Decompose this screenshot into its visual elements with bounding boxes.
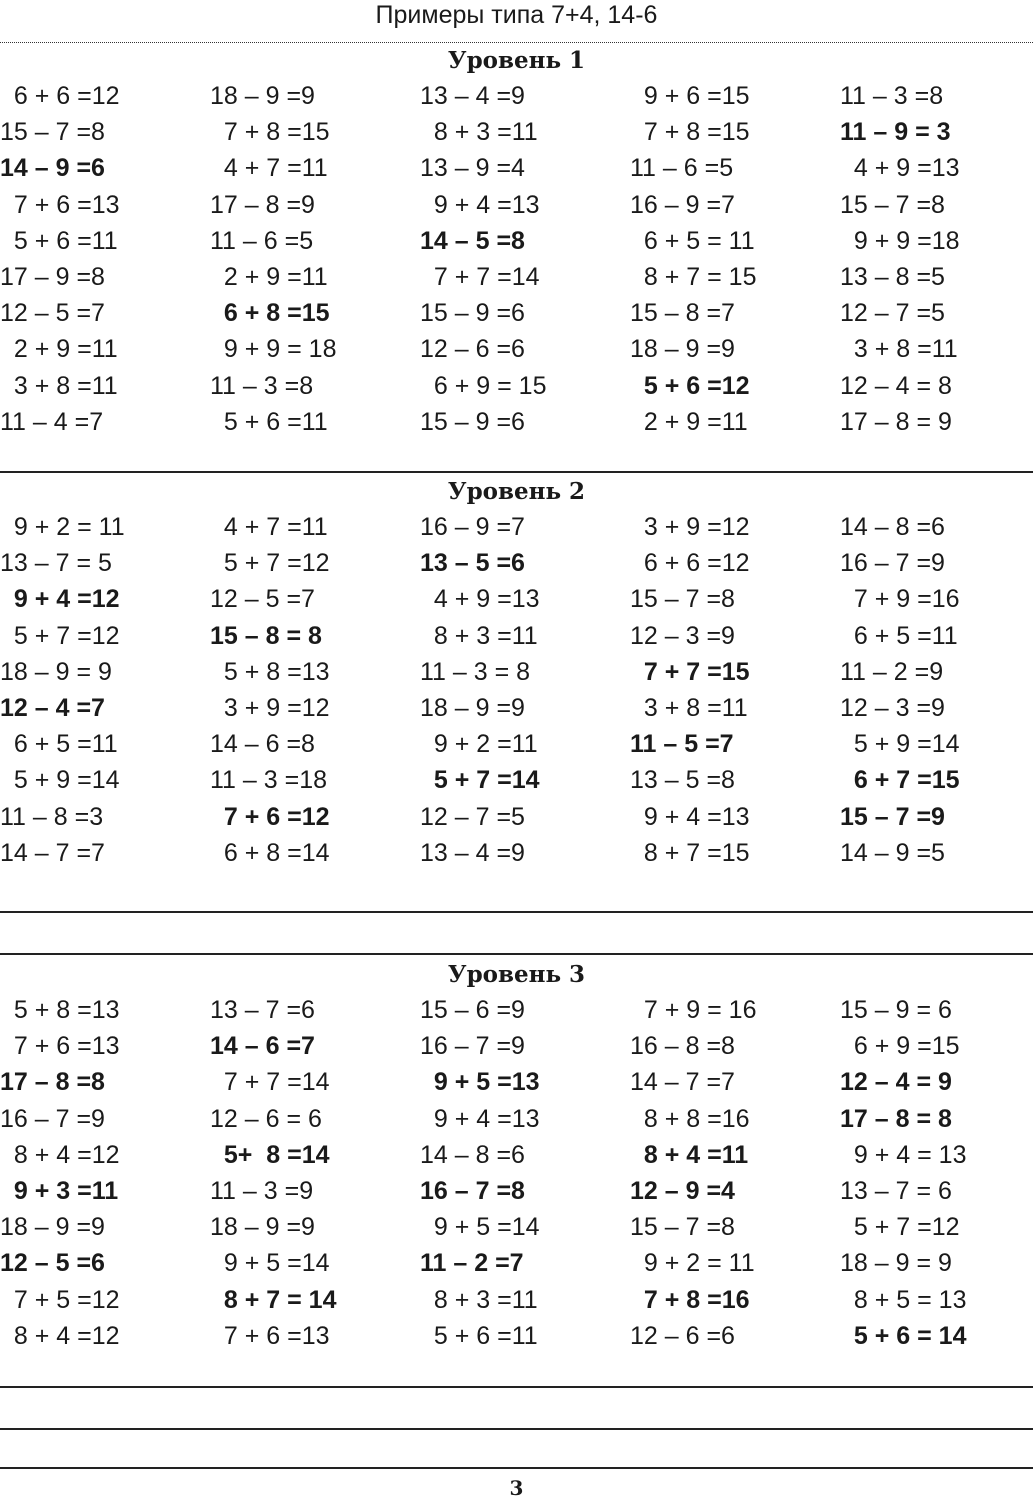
exercise-item: 7 + 6 =13 xyxy=(210,1321,330,1350)
exercise-item: 11 – 6 =5 xyxy=(630,154,734,183)
exercise-item: 18 – 9 =9 xyxy=(420,693,525,722)
exercise-item: 6 + 5 = 11 xyxy=(630,226,755,255)
exercise-item: 14 – 8 =6 xyxy=(840,513,945,541)
exercise-item: 14 – 7 =7 xyxy=(0,838,105,867)
level-title: Уровень 1 xyxy=(447,47,586,74)
exercise-item: 7 + 5 =12 xyxy=(0,1285,120,1314)
exercise-item: 3 + 8 =11 xyxy=(630,693,748,722)
exercise-item: 6 + 9 =15 xyxy=(840,1032,960,1061)
exercise-item: 11 – 3 =9 xyxy=(210,1176,314,1205)
exercise-item: 12 – 4 = 9 xyxy=(840,1068,952,1097)
exercise-item: 16 – 7 =8 xyxy=(420,1176,525,1205)
exercise-item: 15 – 9 =6 xyxy=(420,299,525,328)
exercise-item: 5 + 9 =14 xyxy=(840,730,960,759)
exercise-item: 7 + 6 =13 xyxy=(0,1032,120,1061)
exercise-item: 14 – 9 =6 xyxy=(0,154,105,183)
exercise-item: 12 – 3 =9 xyxy=(840,693,945,722)
exercise-item: 15 – 7 =8 xyxy=(630,585,735,614)
exercise-item: 5 + 6 = 14 xyxy=(840,1321,967,1350)
exercise-item: 16 – 7 =9 xyxy=(420,1032,525,1061)
exercise-item: 11 – 8 =3 xyxy=(0,802,104,831)
exercise-item: 8 + 4 =12 xyxy=(0,1321,120,1350)
exercise-item: 9 + 2 =11 xyxy=(420,730,538,759)
exercise-item: 12 – 6 = 6 xyxy=(210,1104,322,1133)
exercise-item: 3 + 9 =12 xyxy=(630,513,750,541)
exercise-item: 9 + 9 =18 xyxy=(840,226,960,255)
exercise-item: 16 – 7 =9 xyxy=(0,1104,105,1133)
exercise-item: 15 – 9 =6 xyxy=(420,407,525,436)
exercise-item: 2 + 9 =11 xyxy=(0,335,118,364)
exercise-item: 17 – 8 = 8 xyxy=(840,1104,952,1133)
exercise-item: 13 – 4 =9 xyxy=(420,82,525,110)
exercise-item: 5 + 9 =14 xyxy=(0,766,120,795)
exercise-item: 5 + 6 =12 xyxy=(630,371,750,400)
exercise-item: 11 – 2 =9 xyxy=(840,657,944,686)
exercise-item: 16 – 8 =8 xyxy=(630,1032,735,1061)
level-3-grid xyxy=(0,992,1033,1354)
exercise-item: 9 + 9 = 18 xyxy=(210,335,337,364)
level-1-grid xyxy=(0,78,1033,440)
exercise-item: 18 – 9 =9 xyxy=(210,82,315,110)
exercise-item: 7 + 6 =12 xyxy=(210,802,330,831)
exercise-item: 5 + 7 =14 xyxy=(420,766,540,795)
page-number: 3 xyxy=(509,1476,524,1500)
exercise-item: 6 + 8 =15 xyxy=(210,299,330,328)
exercise-item: 16 – 9 =7 xyxy=(420,513,525,541)
exercise-item: 14 – 6 =7 xyxy=(210,1032,315,1061)
exercise-item: 14 – 9 =5 xyxy=(840,838,945,867)
exercise-item: 8 + 8 =16 xyxy=(630,1104,750,1133)
exercise-item: 7 + 6 =13 xyxy=(0,190,120,219)
exercise-item: 17 – 8 =9 xyxy=(210,190,315,219)
exercise-item: 12 – 3 =9 xyxy=(630,621,735,650)
exercise-item: 7 + 7 =14 xyxy=(420,262,540,291)
exercise-item: 14 – 6 =8 xyxy=(210,730,315,759)
exercise-item: 7 + 7 =14 xyxy=(210,1068,330,1097)
footer-line xyxy=(0,1467,1033,1469)
level-3-section xyxy=(0,958,1033,1354)
exercise-item: 8 + 7 =15 xyxy=(630,838,750,867)
exercise-item: 4 + 7 =11 xyxy=(210,513,328,541)
exercise-item: 8 + 5 = 13 xyxy=(840,1285,967,1314)
exercise-item: 6 + 5 =11 xyxy=(0,730,118,759)
exercise-item: 11 – 9 = 3 xyxy=(840,118,951,147)
level-2-grid xyxy=(0,509,1033,871)
exercise-item: 7 + 8 =15 xyxy=(630,118,750,147)
exercise-item: 6 + 6 =12 xyxy=(630,549,750,578)
exercise-item: 6 + 7 =15 xyxy=(840,766,960,795)
exercise-item: 15 – 7 =8 xyxy=(0,118,105,147)
exercise-item: 5+ 8 =14 xyxy=(210,1140,330,1169)
exercise-item: 8 + 3 =11 xyxy=(420,118,538,147)
exercise-item: 5 + 6 =11 xyxy=(420,1321,538,1350)
exercise-item: 3 + 9 =12 xyxy=(210,693,330,722)
exercise-item: 15 – 6 =9 xyxy=(420,996,525,1024)
exercise-item: 16 – 9 =7 xyxy=(630,190,735,219)
exercise-item: 11 – 4 =7 xyxy=(0,407,104,436)
exercise-item: 12 – 4 =7 xyxy=(0,693,105,722)
exercise-item: 13 – 5 =8 xyxy=(630,766,735,795)
exercise-item: 11 – 3 =18 xyxy=(210,766,328,795)
exercise-item: 8 + 3 =11 xyxy=(420,621,538,650)
exercise-item: 13 – 5 =6 xyxy=(420,549,525,578)
exercise-item: 9 + 4 =13 xyxy=(420,190,540,219)
divider-line xyxy=(0,953,1033,955)
exercise-item: 15 – 7 =8 xyxy=(630,1213,735,1242)
exercise-item: 9 + 2 = 11 xyxy=(0,513,125,541)
exercise-item: 9 + 4 =12 xyxy=(0,585,120,614)
exercise-item: 9 + 4 =13 xyxy=(420,1104,540,1133)
exercise-item: 9 + 6 =15 xyxy=(630,82,750,110)
exercise-item: 3 + 8 =11 xyxy=(0,371,118,400)
exercise-item: 11 – 6 =5 xyxy=(210,226,314,255)
exercise-item: 12 – 9 =4 xyxy=(630,1176,735,1205)
level-2-section xyxy=(0,475,1033,871)
exercise-item: 16 – 7 =9 xyxy=(840,549,945,578)
level-title: Уровень 3 xyxy=(447,961,586,988)
exercise-item: 12 – 5 =7 xyxy=(210,585,315,614)
exercise-item: 17 – 8 = 9 xyxy=(840,407,952,436)
exercise-item: 7 + 7 =15 xyxy=(630,657,750,686)
exercise-item: 7 + 9 =16 xyxy=(840,585,960,614)
exercise-item: 7 + 8 =15 xyxy=(210,118,330,147)
exercise-item: 9 + 2 = 11 xyxy=(630,1249,755,1278)
exercise-item: 11 – 3 =8 xyxy=(840,82,944,110)
exercise-item: 5 + 8 =13 xyxy=(0,996,120,1024)
exercise-item: 4 + 9 =13 xyxy=(840,154,960,183)
exercise-item: 15 – 7 =8 xyxy=(840,190,945,219)
exercise-item: 9 + 5 =14 xyxy=(420,1213,540,1242)
exercise-item: 8 + 4 =11 xyxy=(630,1140,749,1169)
exercise-item: 4 + 9 =13 xyxy=(420,585,540,614)
exercise-item: 15 – 8 = 8 xyxy=(210,621,322,650)
level-1-section xyxy=(0,44,1033,440)
exercise-item: 13 – 4 =9 xyxy=(420,838,525,867)
exercise-item: 6 + 9 = 15 xyxy=(420,371,547,400)
exercise-item: 13 – 8 =5 xyxy=(840,262,945,291)
exercise-item: 8 + 4 =12 xyxy=(0,1140,120,1169)
answer-line xyxy=(0,1428,1033,1430)
exercise-item: 14 – 7 =7 xyxy=(630,1068,735,1097)
exercise-item: 5 + 8 =13 xyxy=(210,657,330,686)
exercise-item: 9 + 4 =13 xyxy=(630,802,750,831)
exercise-item: 2 + 9 =11 xyxy=(210,262,328,291)
exercise-item: 11 – 2 =7 xyxy=(420,1249,524,1278)
exercise-item: 11 – 5 =7 xyxy=(630,730,734,759)
exercise-item: 5 + 7 =12 xyxy=(210,549,330,578)
exercise-item: 13 – 7 = 5 xyxy=(0,549,112,578)
answer-line xyxy=(0,911,1033,913)
exercise-item: 5 + 7 =12 xyxy=(840,1213,960,1242)
page-title: Примеры типа 7+4, 14-6 xyxy=(375,1,658,29)
exercise-item: 7 + 8 =16 xyxy=(630,1285,750,1314)
exercise-item: 9 + 3 =11 xyxy=(0,1176,119,1205)
exercise-item: 18 – 9 =9 xyxy=(0,1213,105,1242)
exercise-item: 6 + 8 =14 xyxy=(210,838,330,867)
answer-line xyxy=(0,1386,1033,1388)
exercise-item: 8 + 7 = 15 xyxy=(630,262,757,291)
exercise-item: 4 + 7 =11 xyxy=(210,154,328,183)
exercise-item: 5 + 6 =11 xyxy=(0,226,118,255)
exercise-item: 15 – 7 =9 xyxy=(840,802,945,831)
exercise-item: 18 – 9 = 9 xyxy=(840,1249,952,1278)
exercise-item: 11 – 3 = 8 xyxy=(420,657,531,686)
exercise-item: 17 – 8 =8 xyxy=(0,1068,105,1097)
exercise-item: 15 – 8 =7 xyxy=(630,299,735,328)
exercise-item: 11 – 3 =8 xyxy=(210,371,314,400)
exercise-item: 13 – 9 =4 xyxy=(420,154,525,183)
exercise-item: 5 + 7 =12 xyxy=(0,621,120,650)
exercise-item: 7 + 9 = 16 xyxy=(630,996,757,1024)
exercise-item: 12 – 4 = 8 xyxy=(840,371,952,400)
exercise-item: 8 + 7 = 14 xyxy=(210,1285,337,1314)
exercise-item: 9 + 5 =13 xyxy=(420,1068,540,1097)
exercise-item: 12 – 5 =7 xyxy=(0,299,105,328)
exercise-item: 12 – 7 =5 xyxy=(420,802,525,831)
divider-line xyxy=(0,471,1033,473)
exercise-item: 18 – 9 =9 xyxy=(630,335,735,364)
exercise-item: 3 + 8 =11 xyxy=(840,335,958,364)
exercise-item: 18 – 9 = 9 xyxy=(0,657,112,686)
exercise-item: 15 – 9 = 6 xyxy=(840,996,952,1024)
exercise-item: 6 + 6 =12 xyxy=(0,82,120,110)
exercise-item: 14 – 8 =6 xyxy=(420,1140,525,1169)
exercise-item: 14 – 5 =8 xyxy=(420,226,525,255)
exercise-item: 2 + 9 =11 xyxy=(630,407,748,436)
exercise-item: 9 + 5 =14 xyxy=(210,1249,330,1278)
exercise-item: 13 – 7 = 6 xyxy=(840,1176,952,1205)
exercise-item: 18 – 9 =9 xyxy=(210,1213,315,1242)
exercise-item: 17 – 9 =8 xyxy=(0,262,105,291)
exercise-item: 12 – 5 =6 xyxy=(0,1249,105,1278)
title-divider xyxy=(0,42,1033,43)
level-title: Уровень 2 xyxy=(447,478,586,505)
exercise-item: 8 + 3 =11 xyxy=(420,1285,538,1314)
exercise-item: 9 + 4 = 13 xyxy=(840,1140,967,1169)
exercise-item: 12 – 6 =6 xyxy=(630,1321,735,1350)
exercise-item: 6 + 5 =11 xyxy=(840,621,958,650)
exercise-item: 12 – 7 =5 xyxy=(840,299,945,328)
exercise-item: 12 – 6 =6 xyxy=(420,335,525,364)
exercise-item: 5 + 6 =11 xyxy=(210,407,328,436)
exercise-item: 13 – 7 =6 xyxy=(210,996,315,1024)
